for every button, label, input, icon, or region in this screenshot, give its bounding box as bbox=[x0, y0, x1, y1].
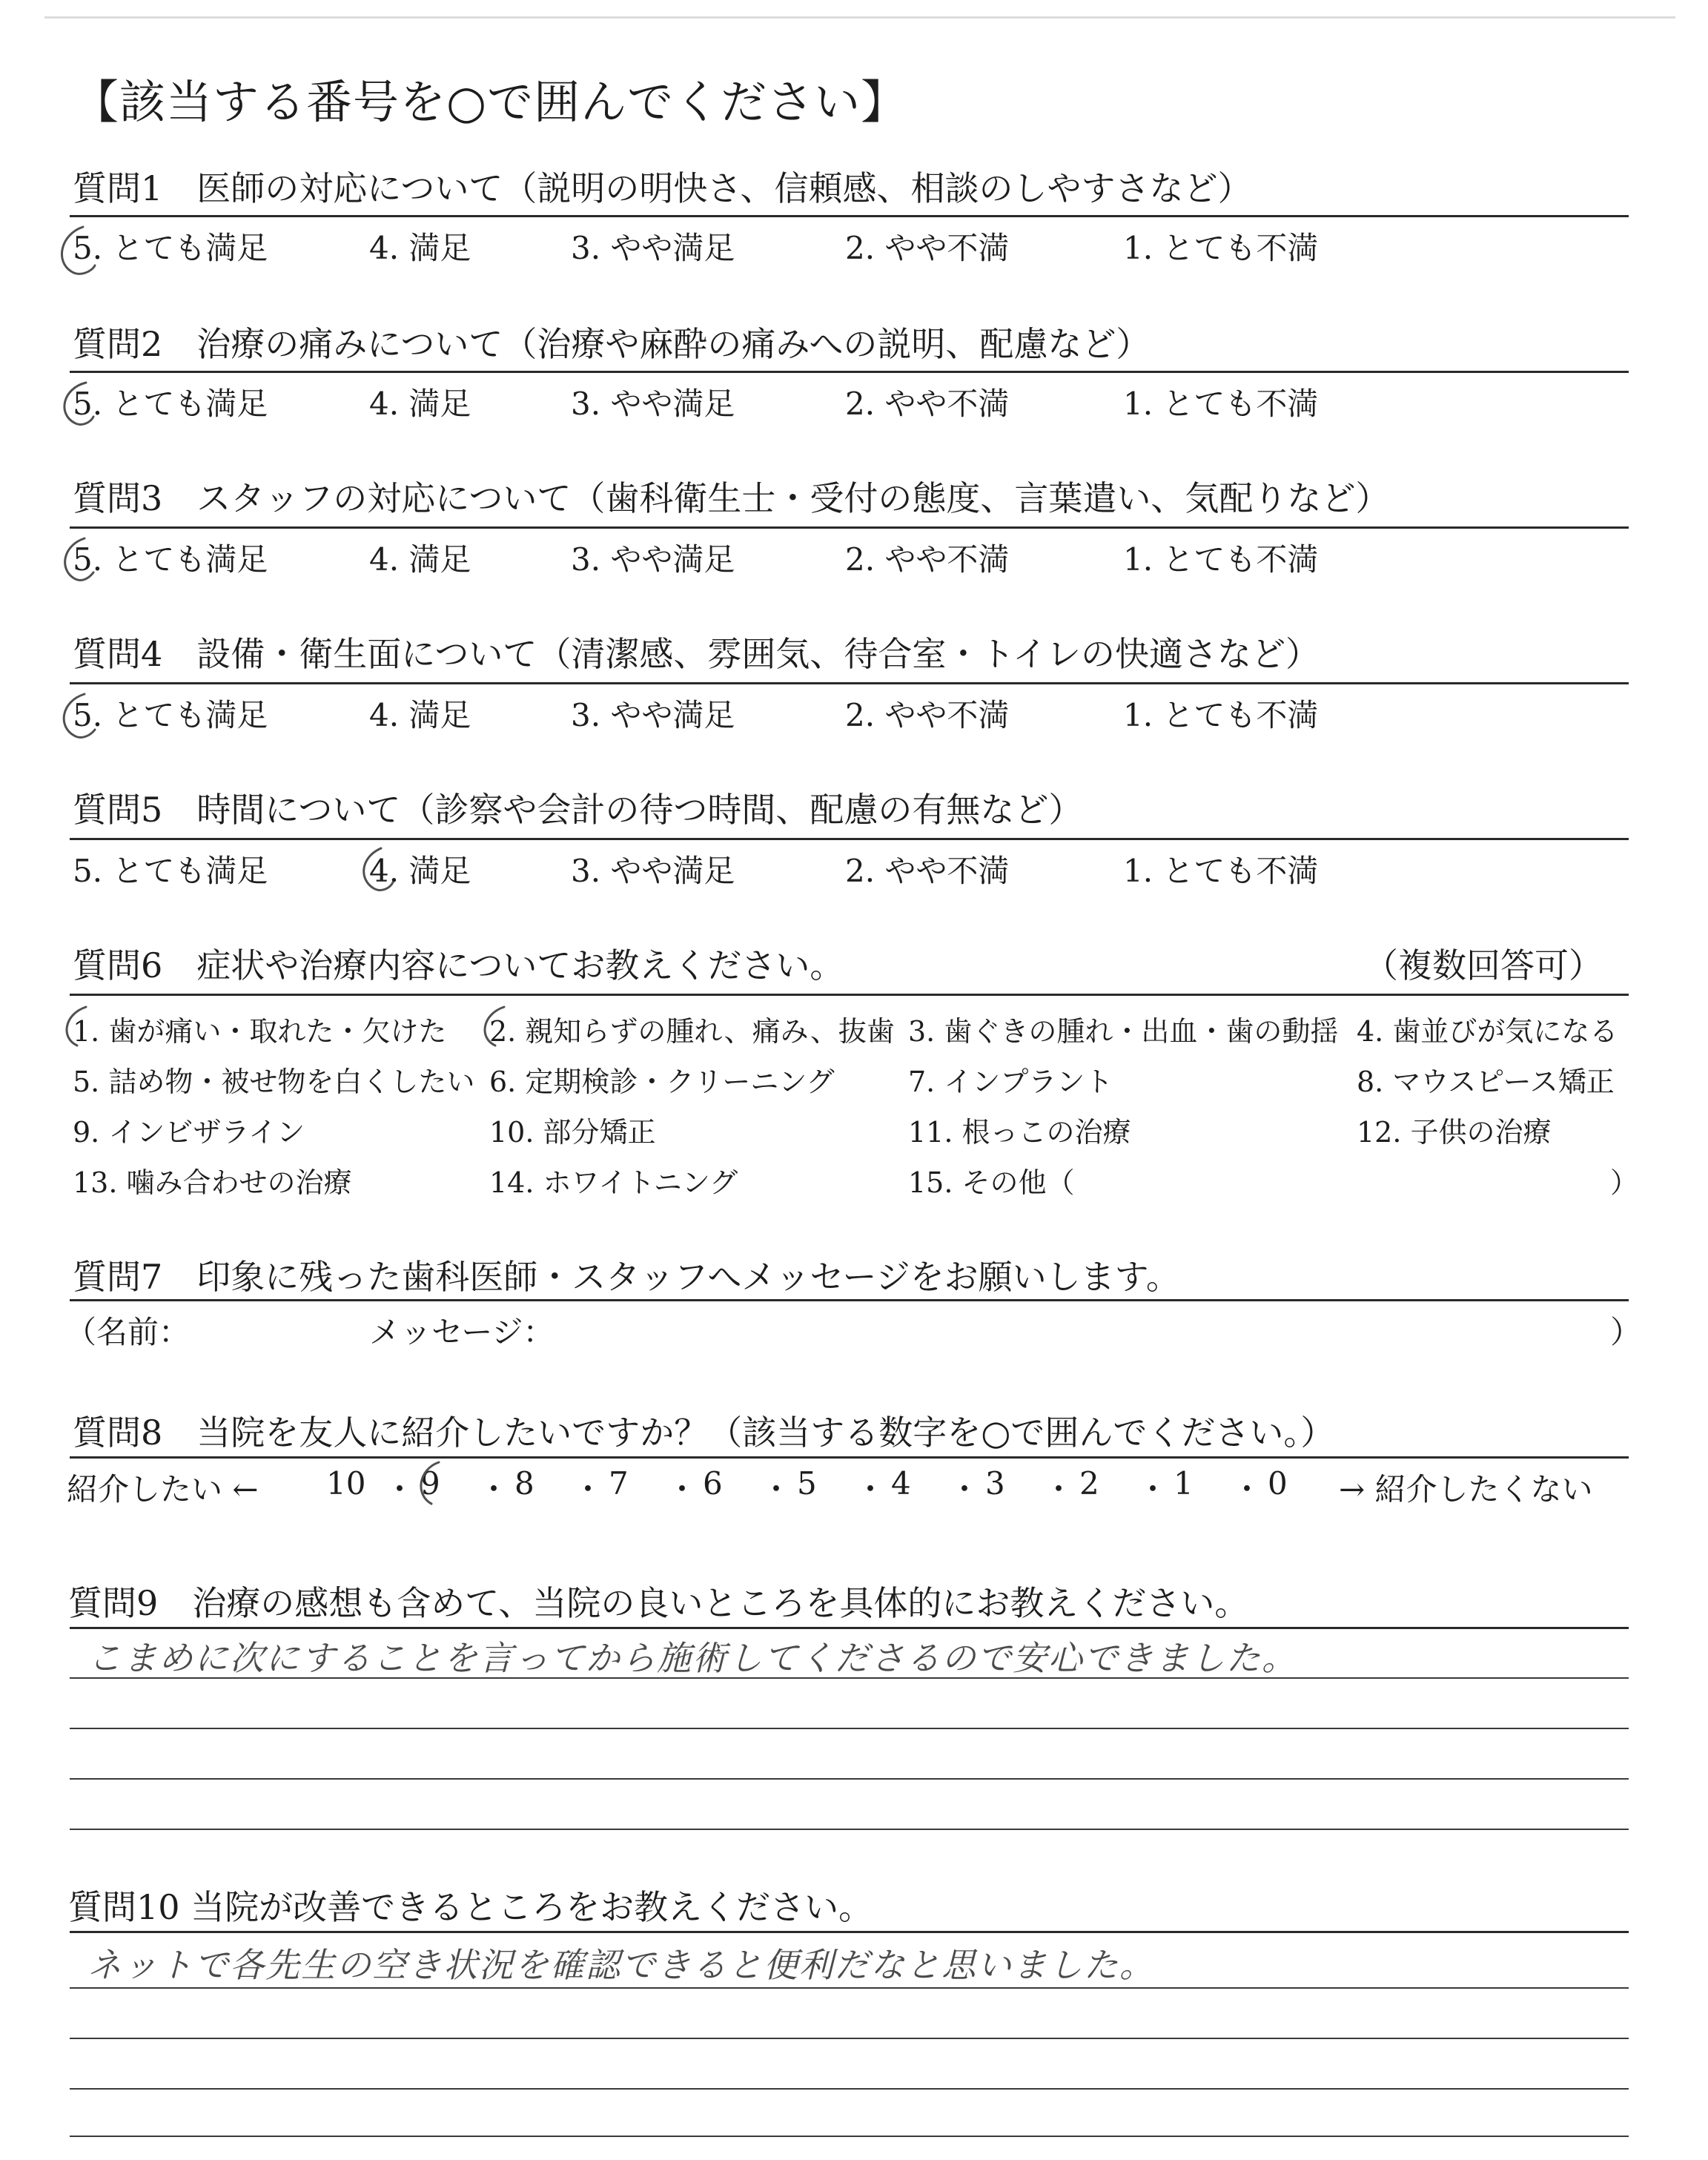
q8-scale-0[interactable]: 0 bbox=[1268, 1465, 1288, 1502]
q7-message-label: メッセージ： bbox=[369, 1314, 555, 1350]
q8-right-label: → 紹介したくない bbox=[1339, 1471, 1593, 1507]
q3-option-5[interactable]: 5. とても満足 bbox=[73, 541, 268, 578]
q3-option-4[interactable]: 4. 満足 bbox=[369, 541, 471, 578]
q6-note: （複数回答可） bbox=[1364, 945, 1603, 985]
q2-option-1[interactable]: 1. とても不満 bbox=[1123, 386, 1319, 422]
q8-scale-separator: ・ bbox=[666, 1471, 698, 1507]
q5-circle-mark bbox=[364, 848, 393, 890]
q5-option-3[interactable]: 3. やや満足 bbox=[571, 853, 735, 889]
q3-option-3[interactable]: 3. やや満足 bbox=[571, 541, 735, 578]
q8-scale-1[interactable]: 1 bbox=[1174, 1465, 1194, 1502]
q2-option-2[interactable]: 2. やや不満 bbox=[845, 386, 1010, 422]
q9-heading: 質問9 治療の感想も含めて、当院の良いところを具体的にお教えください。 bbox=[68, 1583, 1249, 1623]
q6-item-15-close: ） bbox=[1610, 1166, 1639, 1199]
instruction-title: 【該当する番号を○で囲んでください】 bbox=[73, 75, 908, 129]
q7-heading: 質問7 印象に残った歯科医師・スタッフへメッセージをお願いします。 bbox=[73, 1257, 1180, 1297]
q7-close: ） bbox=[1610, 1314, 1642, 1350]
q2-heading: 質問2 治療の痛みについて（治療や麻酔の痛みへの説明、配慮など） bbox=[73, 324, 1151, 364]
q1-option-2[interactable]: 2. やや不満 bbox=[845, 230, 1010, 266]
q6-heading: 質問6 症状や治療内容についてお教えください。 bbox=[73, 945, 844, 985]
q6-item-10[interactable]: 10. 部分矯正 bbox=[489, 1116, 656, 1149]
q8-scale-6[interactable]: 6 bbox=[703, 1465, 723, 1502]
q8-scale-10[interactable]: 10 bbox=[326, 1465, 366, 1502]
q2-circle-mark bbox=[64, 383, 93, 424]
q3-circle-mark bbox=[65, 538, 93, 580]
q6-item-6[interactable]: 6. 定期検診・クリーニング bbox=[489, 1066, 835, 1098]
q8-scale-separator: ・ bbox=[761, 1471, 792, 1507]
q4-option-4[interactable]: 4. 満足 bbox=[369, 697, 471, 733]
q8-scale-7[interactable]: 7 bbox=[609, 1465, 629, 1502]
q6-item-3[interactable]: 3. 歯ぐきの腫れ・出血・歯の動揺 bbox=[908, 1015, 1339, 1048]
q8-scale-separator: ・ bbox=[1231, 1471, 1263, 1507]
q2-option-5[interactable]: 5. とても満足 bbox=[73, 386, 268, 422]
q8-scale-2[interactable]: 2 bbox=[1079, 1465, 1099, 1502]
q4-circle-mark bbox=[64, 694, 95, 737]
q8-scale-separator: ・ bbox=[1137, 1471, 1169, 1507]
q8-scale-separator: ・ bbox=[855, 1471, 887, 1507]
q4-option-5[interactable]: 5. とても満足 bbox=[73, 697, 268, 733]
q6-item-11[interactable]: 11. 根っこの治療 bbox=[908, 1116, 1131, 1149]
q6-item-13[interactable]: 13. 噛み合わせの治療 bbox=[73, 1166, 352, 1199]
q4-option-2[interactable]: 2. やや不満 bbox=[845, 697, 1010, 733]
q5-option-2[interactable]: 2. やや不満 bbox=[845, 853, 1010, 889]
q1-option-5[interactable]: 5. とても満足 bbox=[73, 230, 268, 266]
q3-option-1[interactable]: 1. とても不満 bbox=[1123, 541, 1319, 578]
q9-handwritten-answer: こまめに次にすることを言ってから施術してくださるので安心できました。 bbox=[87, 1638, 1297, 1678]
q6-item-8[interactable]: 8. マウスピース矯正 bbox=[1357, 1066, 1615, 1098]
q8-scale-separator: ・ bbox=[478, 1471, 510, 1507]
q6-item-4[interactable]: 4. 歯並びが気になる bbox=[1357, 1015, 1618, 1048]
q7-name-label: （名前： bbox=[65, 1314, 191, 1350]
q5-heading: 質問5 時間について（診察や会計の待つ時間、配慮の有無など） bbox=[73, 790, 1083, 830]
q1-circle-mark bbox=[62, 227, 95, 274]
q5-option-4[interactable]: 4. 満足 bbox=[369, 853, 471, 889]
q4-heading: 質問4 設備・衛生面について（清潔感、雰囲気、待合室・トイレの快適さなど） bbox=[73, 634, 1320, 674]
q6-item-1[interactable]: 1. 歯が痛い・取れた・欠けた bbox=[73, 1015, 447, 1048]
q2-option-4[interactable]: 4. 満足 bbox=[369, 386, 471, 422]
q10-heading: 質問10 当院が改善できるところをお教えください。 bbox=[68, 1887, 873, 1927]
q6-item-14[interactable]: 14. ホワイトニング bbox=[489, 1166, 738, 1199]
q6-item-7[interactable]: 7. インプラント bbox=[908, 1066, 1113, 1098]
q4-option-1[interactable]: 1. とても不満 bbox=[1123, 697, 1319, 733]
q8-left-label: 紹介したい ← bbox=[67, 1471, 259, 1507]
q6-item2-circle-mark bbox=[485, 1007, 504, 1046]
q5-option-5[interactable]: 5. とても満足 bbox=[73, 853, 268, 889]
q1-option-1[interactable]: 1. とても不満 bbox=[1123, 230, 1319, 266]
q8-scale-separator: ・ bbox=[1043, 1471, 1075, 1507]
q5-option-1[interactable]: 1. とても不満 bbox=[1123, 853, 1319, 889]
q8-scale-4[interactable]: 4 bbox=[891, 1465, 911, 1502]
q6-item-2[interactable]: 2. 親知らずの腫れ、痛み、抜歯 bbox=[489, 1015, 895, 1048]
q1-option-4[interactable]: 4. 満足 bbox=[369, 230, 471, 266]
q1-option-3[interactable]: 3. やや満足 bbox=[571, 230, 735, 266]
q4-option-3[interactable]: 3. やや満足 bbox=[571, 697, 735, 733]
q6-item-9[interactable]: 9. インビザライン bbox=[73, 1116, 305, 1149]
q3-option-2[interactable]: 2. やや不満 bbox=[845, 541, 1010, 578]
q8-scale-separator: ・ bbox=[384, 1471, 416, 1507]
q8-scale-8[interactable]: 8 bbox=[514, 1465, 534, 1502]
q6-item-15[interactable]: 15. その他（ bbox=[908, 1166, 1075, 1199]
q6-item-12[interactable]: 12. 子供の治療 bbox=[1357, 1116, 1552, 1149]
q10-handwritten-answer: ネットで各先生の空き状況を確認できると便利だなと思いました。 bbox=[87, 1945, 1155, 1985]
q8-scale-separator: ・ bbox=[572, 1471, 604, 1507]
q1-heading: 質問1 医師の対応について（説明の明快さ、信頼感、相談のしやすさなど） bbox=[73, 168, 1252, 208]
q8-scale-5[interactable]: 5 bbox=[797, 1465, 817, 1502]
q2-option-3[interactable]: 3. やや満足 bbox=[571, 386, 735, 422]
q6-item-5[interactable]: 5. 詰め物・被せ物を白くしたい bbox=[73, 1066, 475, 1098]
q6-item1-circle-mark bbox=[67, 1007, 86, 1046]
q8-scale-separator: ・ bbox=[949, 1471, 981, 1507]
q8-scale-9[interactable]: 9 bbox=[420, 1465, 440, 1502]
q8-circle-mark bbox=[421, 1462, 439, 1504]
q8-heading: 質問8 当院を友人に紹介したいですか？（該当する数字を○で囲んでください。） bbox=[73, 1413, 1335, 1453]
q8-scale-3[interactable]: 3 bbox=[985, 1465, 1005, 1502]
q3-heading: 質問3 スタッフの対応について（歯科衛生士・受付の態度、言葉遣い、気配りなど） bbox=[73, 478, 1390, 518]
